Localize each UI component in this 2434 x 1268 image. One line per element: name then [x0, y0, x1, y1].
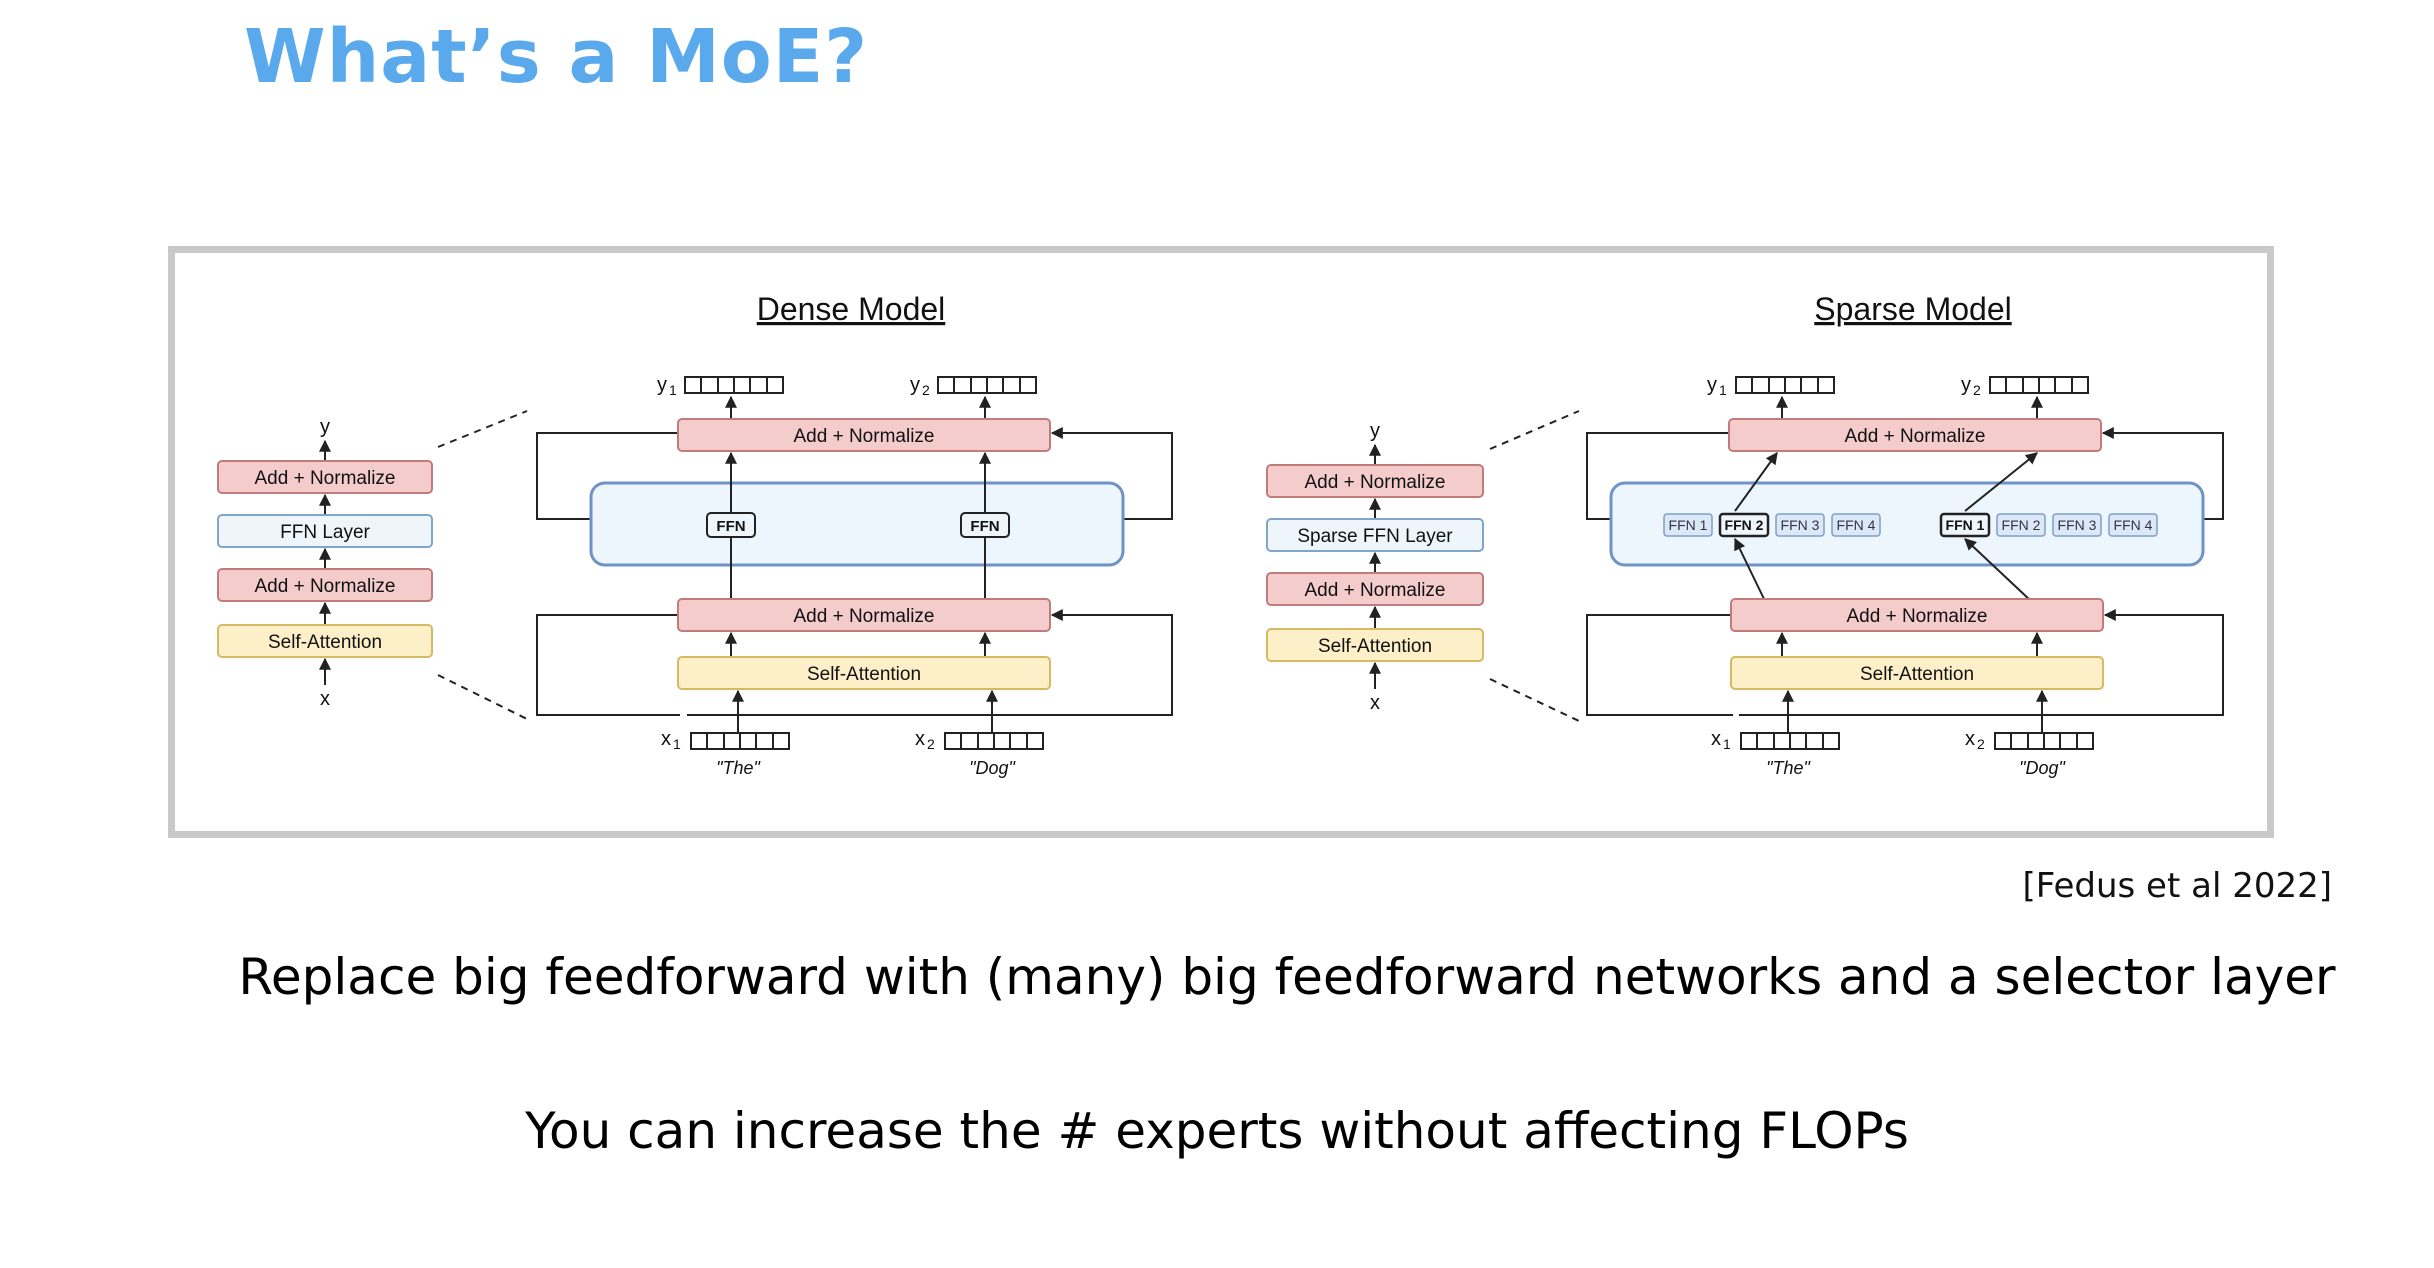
sparse-word-dog: "Dog"	[2019, 758, 2065, 778]
sparse-x1-sub: 1	[1723, 736, 1731, 752]
sparse-expert-left-2-label: FFN 2	[1724, 517, 1764, 533]
dense-word-the: "The"	[716, 758, 760, 778]
dense-self-attention-label: Self-Attention	[806, 664, 922, 685]
dense-x1-label: x	[661, 728, 671, 750]
sparse-detail	[1587, 374, 2223, 778]
sparse-y2-label: y	[1961, 374, 1971, 396]
sparse-x2-vector	[1995, 733, 2093, 749]
sparse-stack-ffn-label: Sparse FFN Layer	[1297, 526, 1453, 547]
sparse-x1-vector	[1741, 733, 1839, 749]
dense-detail	[537, 374, 1172, 778]
sparse-stack-self-attention-label: Self-Attention	[1317, 636, 1433, 657]
dense-x1-sub: 1	[673, 736, 681, 752]
dense-word-dog: "Dog"	[969, 758, 1015, 778]
sparse-add-normalize-bottom-label: Add + Normalize	[1846, 606, 1988, 627]
sparse-expert-left-1-label: FFN 1	[1668, 517, 1708, 533]
dense-stack-add-normalize-top-label: Add + Normalize	[254, 468, 396, 489]
dense-y1-label: y	[657, 374, 667, 396]
sparse-expert-right-4-label: FFN 4	[2113, 517, 2153, 533]
sparse-stack	[1267, 420, 1483, 714]
dense-stack-self-attention-label: Self-Attention	[267, 632, 383, 653]
sparse-stack-output-label: y	[1370, 420, 1380, 442]
dense-stack-output-label: y	[320, 416, 330, 438]
sparse-model	[1267, 291, 2223, 778]
dense-stack-input-label: x	[320, 688, 330, 710]
moe-diagram	[175, 253, 2267, 831]
dense-x2-vector	[945, 733, 1043, 749]
sparse-stack-add-normalize-top-label: Add + Normalize	[1304, 472, 1446, 493]
sparse-expert-right-1-label: FFN 1	[1945, 517, 1985, 533]
bullet-point-2: You can increase the # experts without affecting FLOPs	[525, 1102, 1909, 1160]
sparse-stack-input-label: x	[1370, 692, 1380, 714]
sparse-add-normalize-top-label: Add + Normalize	[1844, 426, 1986, 447]
sparse-expert-right-3-label: FFN 3	[2057, 517, 2097, 533]
dense-x1-vector	[691, 733, 789, 749]
dense-add-normalize-top-label: Add + Normalize	[793, 426, 935, 447]
dense-y1-vector	[685, 377, 783, 393]
sparse-x2-sub: 2	[1977, 736, 1985, 752]
dense-x2-sub: 2	[927, 736, 935, 752]
dense-stack-add-normalize-bottom-label: Add + Normalize	[254, 576, 396, 597]
sparse-self-attention-label: Self-Attention	[1859, 664, 1975, 685]
bullet-point-1: Replace big feedforward with (many) big feedforward networks and a selector layer	[238, 948, 2336, 1006]
dense-ffn-left-label: FFN	[716, 518, 746, 535]
citation: [Fedus et al 2022]	[2022, 866, 2332, 906]
dense-title: Dense Model	[756, 291, 946, 327]
sparse-y1-sub: 1	[1719, 382, 1727, 398]
dense-y2-vector	[938, 377, 1036, 393]
sparse-stack-add-normalize-bottom-label: Add + Normalize	[1304, 580, 1446, 601]
sparse-y1-label: y	[1707, 374, 1717, 396]
dense-stack	[218, 416, 432, 710]
dense-stack-ffn-label: FFN Layer	[280, 522, 370, 543]
dense-model	[218, 291, 1172, 778]
dense-y1-sub: 1	[669, 382, 677, 398]
dense-y2-label: y	[910, 374, 920, 396]
sparse-expert-left-3-label: FFN 3	[1780, 517, 1820, 533]
dense-y2-sub: 2	[922, 382, 930, 398]
dense-x2-label: x	[915, 728, 925, 750]
sparse-title: Sparse Model	[1814, 291, 2012, 327]
sparse-x1-label: x	[1711, 728, 1721, 750]
sparse-word-the: "The"	[1766, 758, 1810, 778]
dense-ffn-container	[591, 483, 1123, 565]
sparse-y1-vector	[1736, 377, 1834, 393]
sparse-y2-sub: 2	[1973, 382, 1981, 398]
sparse-x2-label: x	[1965, 728, 1975, 750]
figure-frame	[168, 246, 2274, 838]
dense-ffn-right-label: FFN	[970, 518, 1000, 535]
sparse-expert-left-4-label: FFN 4	[1836, 517, 1876, 533]
sparse-expert-right-2-label: FFN 2	[2001, 517, 2041, 533]
sparse-y2-vector	[1990, 377, 2088, 393]
dense-add-normalize-bottom-label: Add + Normalize	[793, 606, 935, 627]
slide-title: What’s a MoE?	[244, 14, 869, 100]
